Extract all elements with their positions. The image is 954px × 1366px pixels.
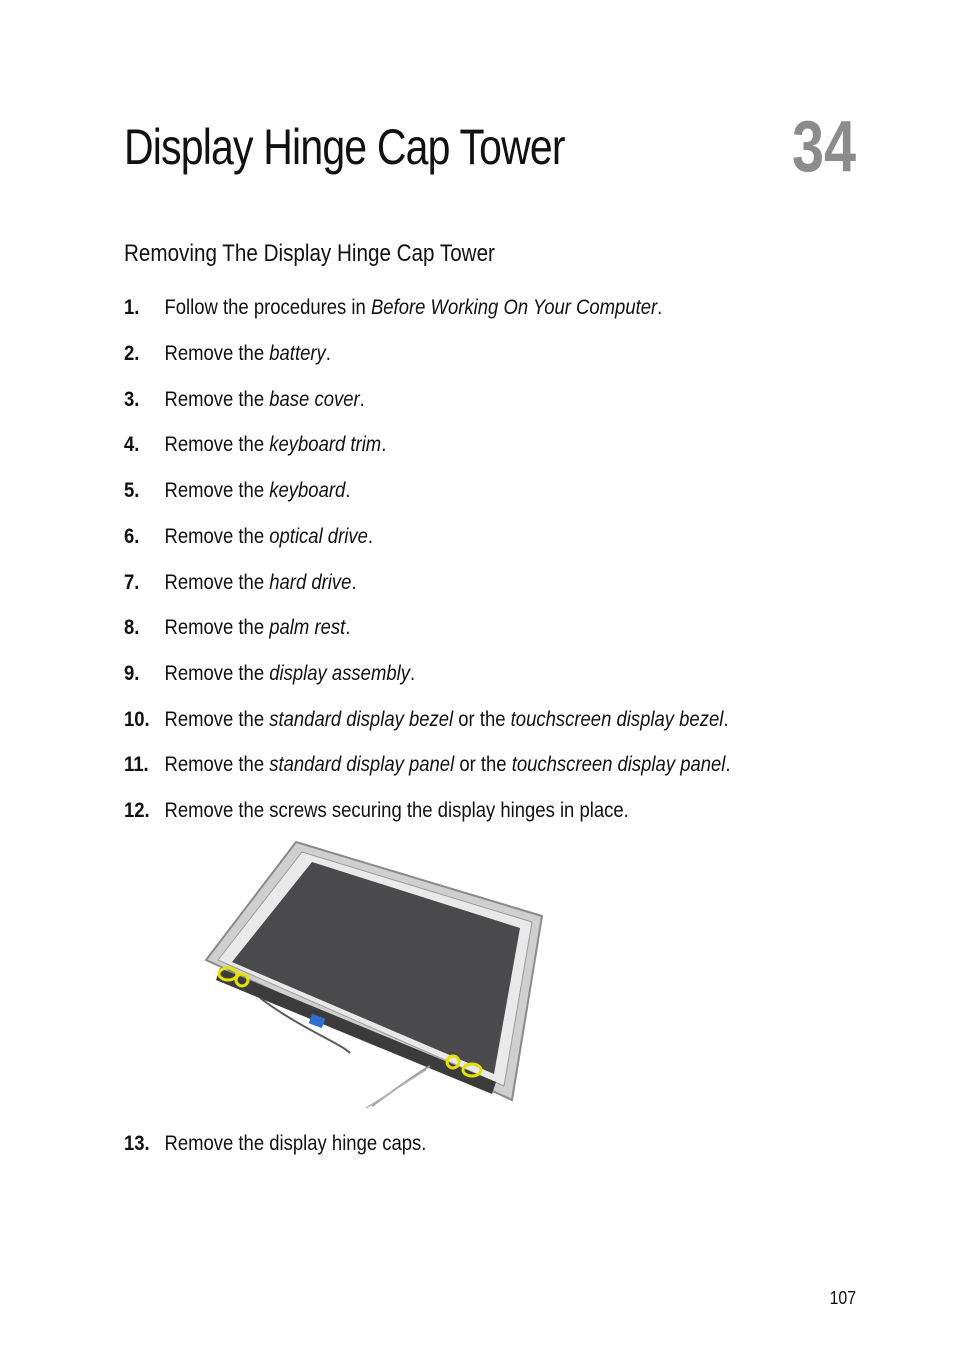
step-text	[164, 753, 730, 777]
step-text-run: .	[409, 662, 416, 685]
step-text-run: .	[367, 525, 374, 548]
step-number: 6.	[124, 525, 140, 548]
chapter-number: 34	[791, 107, 856, 187]
step-text	[164, 799, 628, 823]
step-reference: base cover	[269, 388, 360, 411]
step-text-run: .	[345, 616, 351, 639]
step-text	[164, 479, 350, 503]
step-text-run: or the	[453, 708, 511, 731]
step-reference: standard display panel	[269, 753, 455, 776]
step-text-run: .	[723, 708, 729, 731]
step-reference: hard drive	[269, 571, 352, 594]
step-text	[164, 708, 728, 732]
step-text	[164, 662, 415, 686]
step-text-run: Follow the procedures in	[164, 296, 371, 319]
step-text	[164, 296, 662, 320]
step-number: 5.	[124, 479, 140, 502]
step-number: 2.	[124, 342, 140, 365]
step-number: 7.	[124, 571, 140, 594]
step-text-run: Remove the	[164, 433, 270, 456]
step-text-run: Remove the	[164, 571, 270, 594]
step-text	[164, 433, 386, 457]
section-heading: Removing The Display Hinge Cap Tower	[124, 240, 495, 267]
step-reference: palm rest	[269, 616, 346, 639]
step-text-run: .	[345, 479, 351, 502]
step-text	[164, 571, 356, 595]
step-reference: Before Working On Your Computer	[370, 296, 658, 319]
step-number: 11.	[124, 753, 149, 776]
step-reference: standard display bezel	[269, 708, 454, 731]
step-text-run: Remove the	[164, 388, 270, 411]
step-reference: display assembly	[269, 662, 410, 685]
step-text-run: .	[381, 433, 387, 456]
step-number: 4.	[124, 433, 140, 456]
step-text	[164, 616, 350, 640]
page-number: 107	[829, 1288, 856, 1308]
step-text-run: Remove the	[164, 479, 270, 502]
step-text-run: or the	[454, 753, 512, 776]
chapter-title: Display Hinge Cap Tower	[124, 119, 565, 175]
step-number: 9.	[124, 662, 140, 685]
step-reference: optical drive	[269, 525, 368, 548]
step-number: 8.	[124, 616, 140, 639]
step-reference: touchscreen display bezel	[510, 708, 724, 731]
antenna-cable	[366, 1070, 426, 1108]
step-text-run: Remove the	[164, 753, 270, 776]
step-text-run: .	[359, 388, 365, 411]
step-reference: battery	[269, 342, 326, 365]
step-number: 1.	[124, 296, 140, 319]
step-number: 3.	[124, 388, 140, 411]
step-text-run: Remove the	[164, 662, 270, 685]
step-text-run: Remove the screws securing the display hinges in place.	[164, 799, 629, 822]
step-text-run: .	[351, 571, 357, 594]
step-number: 10.	[124, 708, 150, 731]
step-reference: touchscreen display panel	[511, 753, 726, 776]
step-text-run: Remove the	[164, 525, 270, 548]
step-text-run: .	[725, 753, 731, 776]
step-text-run: Remove the	[164, 708, 270, 731]
step-reference: keyboard	[269, 479, 346, 502]
step-text-run: .	[657, 296, 663, 319]
step-text-run: Remove the	[164, 616, 270, 639]
step-text-run: Remove the	[164, 342, 270, 365]
step-reference: keyboard trim	[269, 433, 382, 456]
display-hinge-screws-photo	[190, 838, 560, 1110]
step-number: 13.	[124, 1132, 150, 1155]
step-number: 12.	[124, 799, 150, 822]
step-text-run: .	[325, 342, 331, 365]
step-text-run: Remove the display hinge caps.	[164, 1132, 427, 1155]
step-text	[164, 525, 373, 549]
step-text	[164, 1132, 426, 1156]
step-text	[164, 342, 330, 366]
step-text	[164, 388, 364, 412]
